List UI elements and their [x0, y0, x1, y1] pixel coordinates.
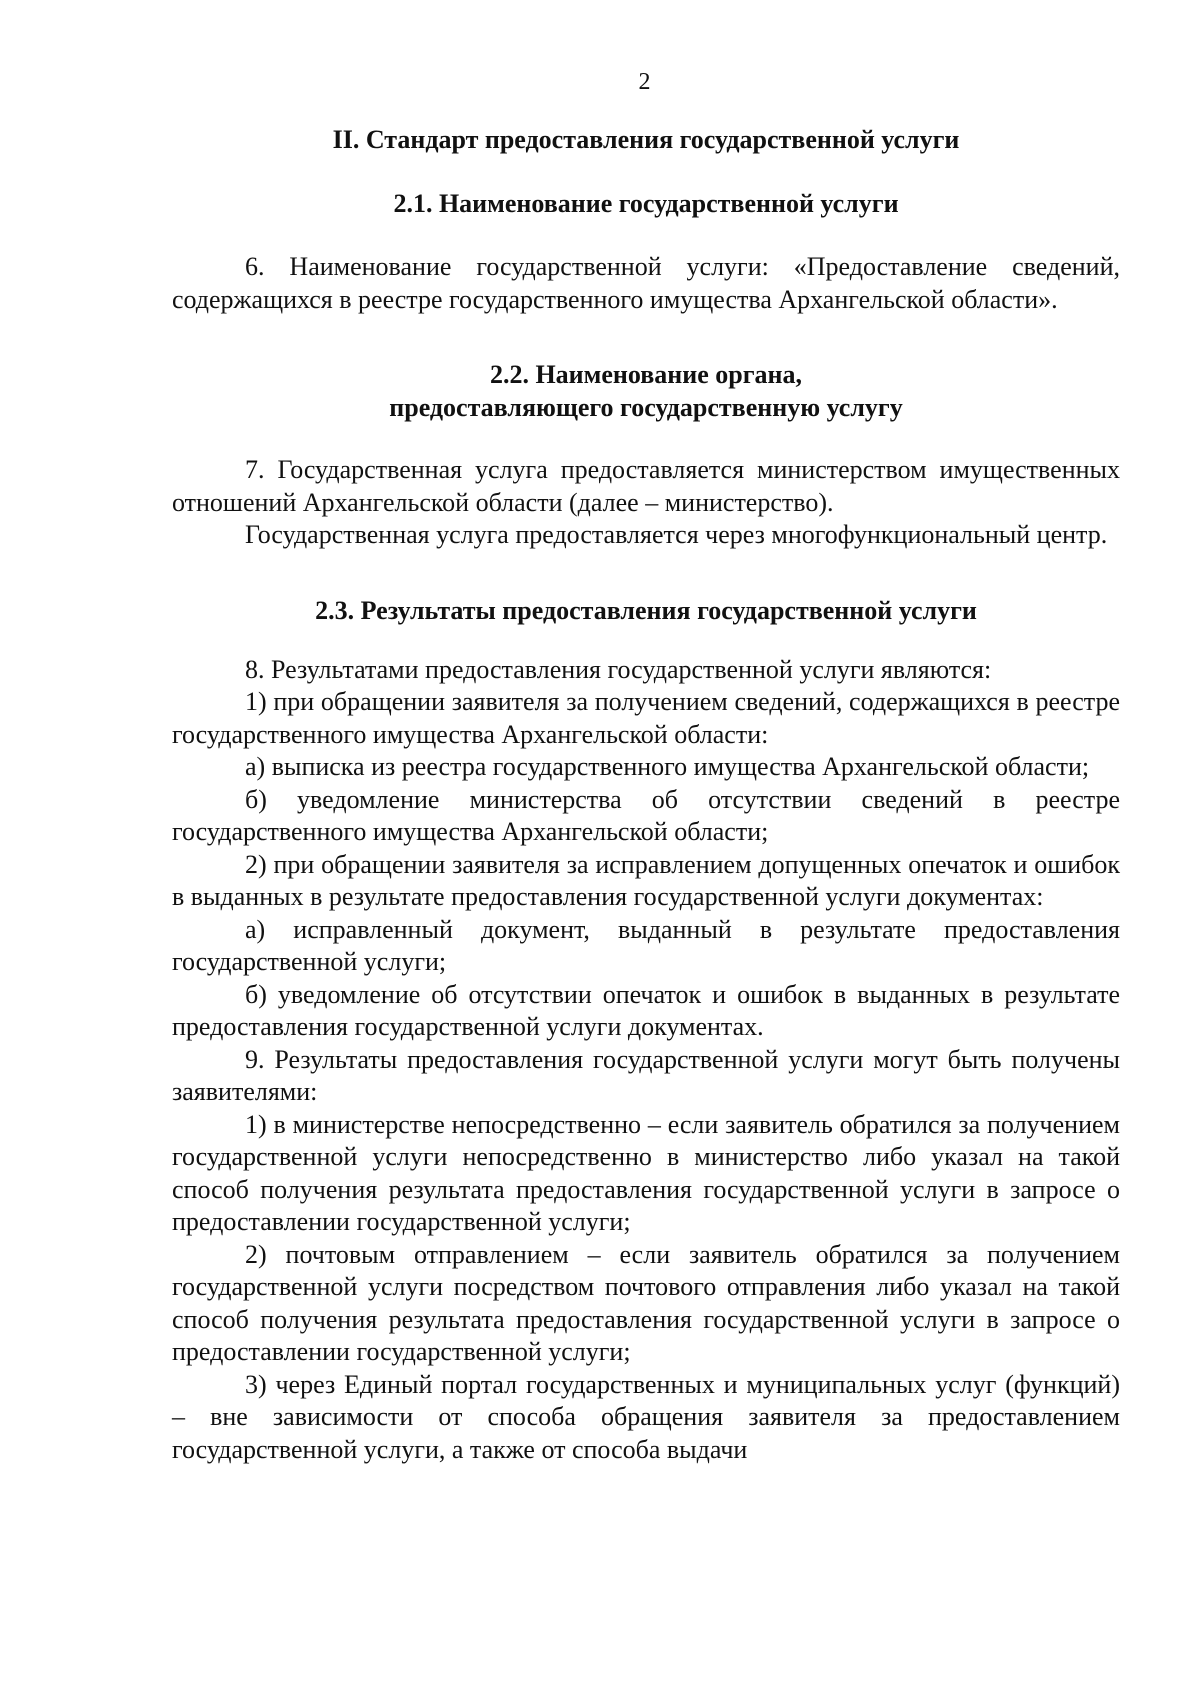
paragraph-8: 8. Результатами предоставления государственной услуги являются:: [245, 654, 992, 684]
paragraph-8-item-2-b: б) уведомление об отсутствии опечаток и ошибок в выданных в результате предоставления государственной услуги документах.: [172, 979, 1120, 1041]
paragraph-8-item-1-b: б) уведомление министерства об отсутствии сведений в реестре государственного имущества Архангельской области;: [172, 784, 1120, 846]
subsection-title-2-2-line-1: 2.2. Наименование органа,: [489, 360, 803, 389]
paragraph-7: 7. Государственная услуга предоставляется министерством имущественных отношений Архангельской области (далее – министерство).: [172, 455, 1120, 517]
paragraph-9: 9. Результаты предоставления государственной услуги могут быть получены заявителями:: [172, 1044, 1120, 1106]
paragraph-9-item-3: 3) через Единый портал государственных и муниципальных услуг (функций) – вне зависимости от способа обращения заявителя за предоставлением государственной услуги, а также от способа выдачи: [172, 1369, 1120, 1464]
paragraph-8-item-2: 2) при обращении заявителя за исправлением допущенных опечаток и ошибок в выданных в результате предоставления государственной услуги документах:: [172, 849, 1120, 911]
page-number: 2: [638, 69, 651, 95]
paragraph-8-item-1-a: а) выписка из реестра государственного имущества Архангельской области;: [245, 752, 1090, 781]
paragraph-9-item-2: 2) почтовым отправлением – если заявитель обратился за получением государственной услуги посредством почтового отправления либо указал на такой способ получения результата предоставления государственной услуги в запросе о предоставлении государственной услуги;: [172, 1239, 1120, 1366]
subsection-title-2-2: [172, 358, 1120, 424]
paragraph-7-mfc: Государственная услуга предоставляется через многофункциональный центр.: [245, 520, 1108, 549]
subsection-title-2-2-line-2: предоставляющего государственную услугу: [389, 393, 903, 422]
subsection-title-2-3: 2.3. Результаты предоставления государственной услуги: [315, 595, 977, 625]
paragraph-6: 6. Наименование государственной услуги: «Предоставление сведений, содержащихся в реестре государственного имущества Архангельской области».: [172, 252, 1120, 314]
section-title: II. Стандарт предоставления государственной услуги: [332, 125, 960, 154]
subsection-title-2-1: 2.1. Наименование государственной услуги: [393, 189, 899, 218]
paragraph-9-item-1: 1) в министерстве непосредственно – если заявитель обратился за получением государственной услуги непосредственно в министерство либо указал на такой способ получения результата предоставления государственной услуги в запросе о предоставлении государственной услуги;: [172, 1109, 1120, 1236]
paragraph-8-item-2-a: а) исправленный документ, выданный в результате предоставления государственной услуги;: [172, 914, 1120, 976]
paragraph-8-item-1: 1) при обращении заявителя за получением сведений, содержащихся в реестре государственного имущества Архангельской области:: [172, 687, 1120, 749]
